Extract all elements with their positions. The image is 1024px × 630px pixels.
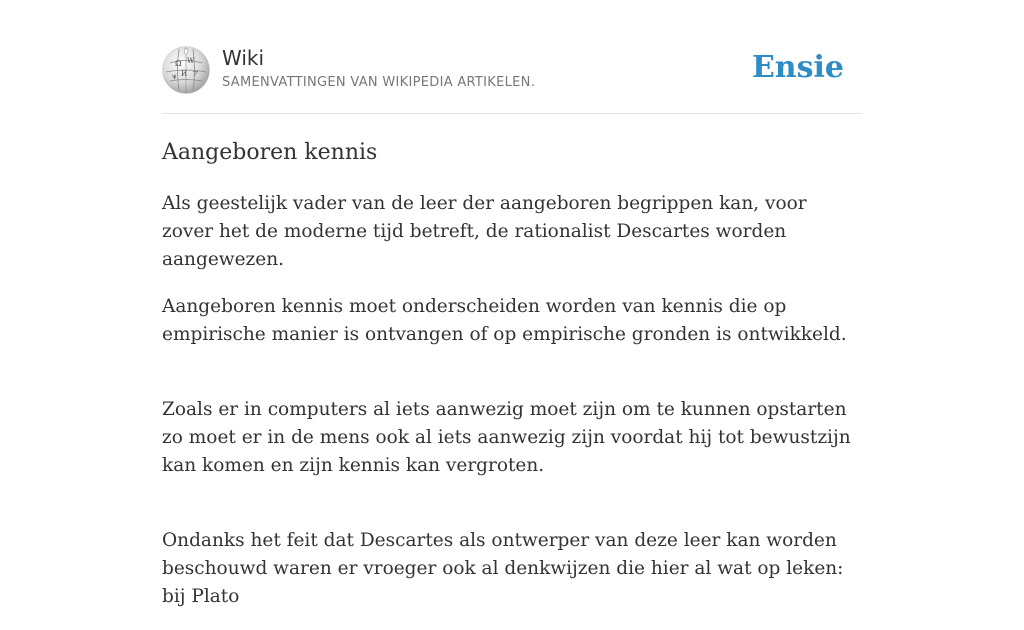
- svg-text:ψ: ψ: [172, 73, 177, 80]
- svg-text:Ω: Ω: [175, 59, 182, 68]
- article-title: Aangeboren kennis: [162, 140, 378, 165]
- article-paragraph: Aangeboren kennis moet onderscheiden worden van kennis die op empirische manier is ontvangen of op empirische gronden is ontwikkeld.: [162, 296, 847, 345]
- paragraph-spacer: [162, 499, 862, 527]
- article-paragraph: Zoals er in computers al iets aanwezig moet zijn om te kunnen opstarten zo moet er in de mens ook al iets aanwezig zijn voordat hij tot bewustzijn kan komen en zijn kennis kan vergroten.: [162, 399, 851, 476]
- svg-text:W: W: [187, 57, 195, 65]
- wikipedia-globe-icon[interactable]: [162, 46, 210, 94]
- article-body: [162, 190, 862, 630]
- site-header: [162, 0, 862, 114]
- svg-text:И: И: [181, 70, 188, 78]
- paragraph-spacer: [162, 368, 862, 396]
- content-container: [162, 0, 862, 607]
- site-name[interactable]: Wiki: [222, 46, 265, 70]
- svg-text:ア: ア: [192, 70, 199, 78]
- article-paragraph: Als geestelijk vader van de leer der aangeboren begrippen kan, voor zover het de moderne tijd betreft, de rationalist Descartes worden aangewezen.: [162, 193, 807, 270]
- site-tagline: SAMENVATTINGEN VAN WIKIPEDIA ARTIKELEN.: [222, 75, 536, 90]
- article-paragraph: Ondanks het feit dat Descartes als ontwerper van deze leer kan worden beschouwd waren er vroeger ook al denkwijzen die hier al wat op leken: bij Plato: [162, 530, 844, 607]
- ensie-brand-link[interactable]: Ensie: [751, 50, 844, 85]
